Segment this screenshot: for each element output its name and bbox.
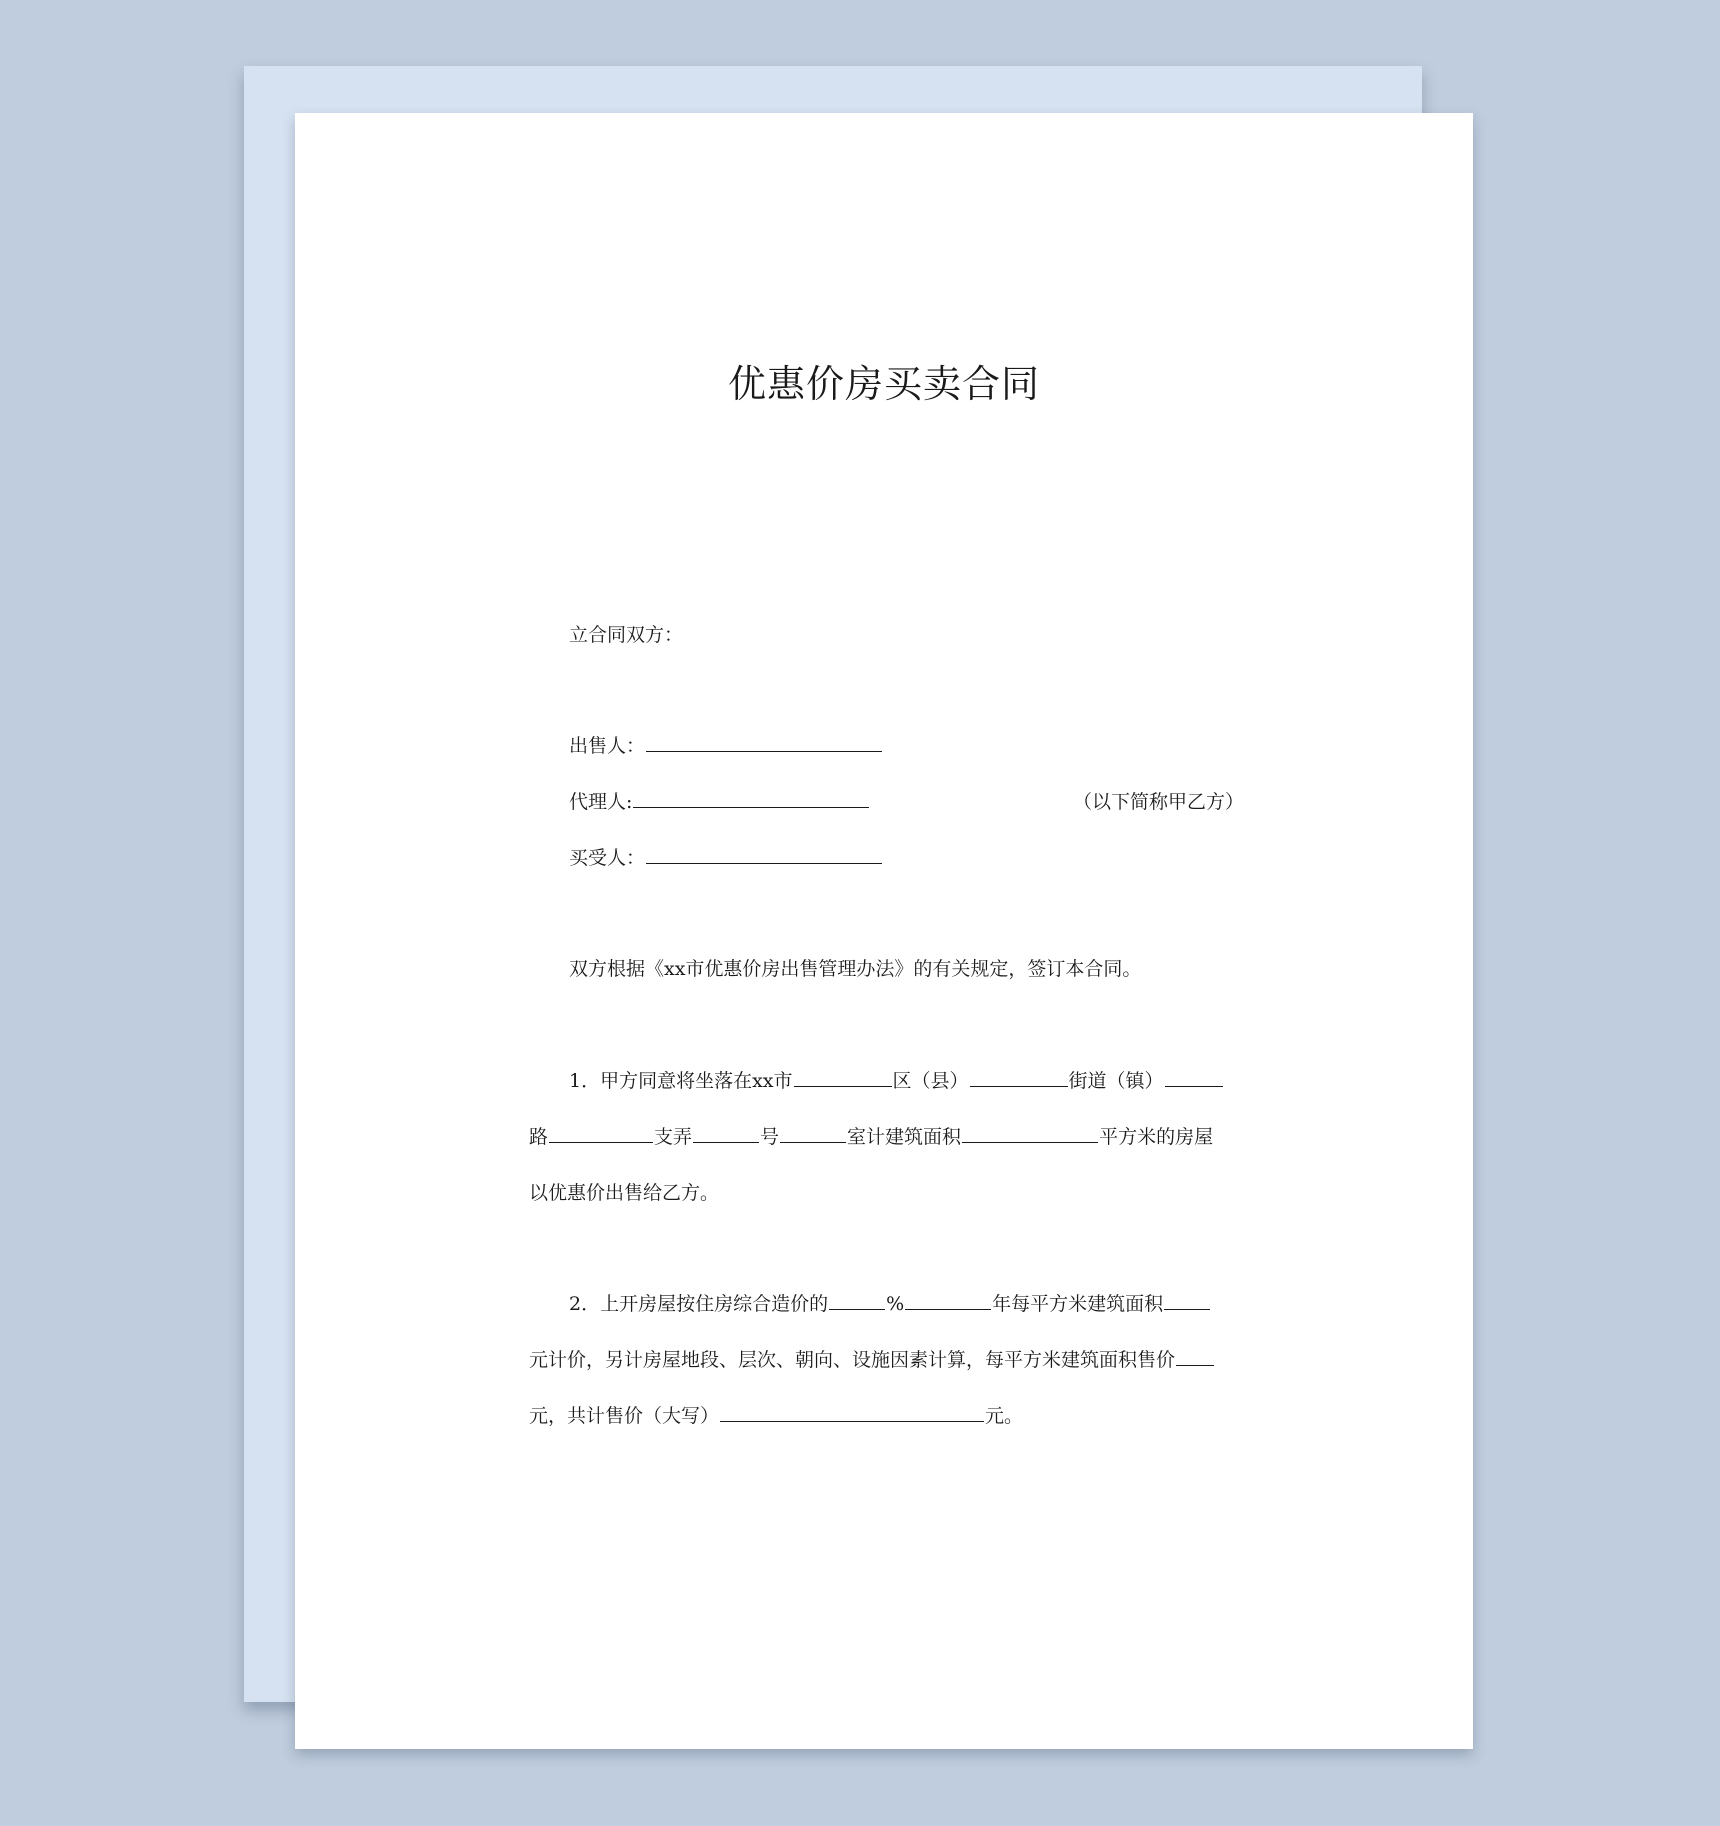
unit-price-blank [1164,1291,1210,1310]
area-blank [962,1124,1098,1143]
clause1-text: 号 [760,1126,780,1148]
seller-label: 出售人： [569,735,646,757]
buyer-row [569,845,883,871]
clause1-text: 1．甲方同意将坐落在xx市 [569,1070,793,1092]
clause2-text: % [886,1293,905,1315]
clause2-text: 元计价，另计房屋地段、层次、朝向、设施因素计算，每平方米建筑面积售价 [529,1349,1176,1371]
clause1-text: 室计建筑面积 [847,1126,962,1148]
clause2-text: 元，共计售价（大写） [529,1405,720,1427]
agent-label: 代理人: [569,791,633,813]
abbreviation-note: （以下简称甲乙方） [1073,791,1245,813]
number-blank [780,1124,846,1143]
road-blank [549,1124,653,1143]
buyer-label: 买受人： [569,847,646,869]
clause1-line1 [569,1068,1224,1094]
clause2-text: 年每平方米建筑面积 [992,1293,1164,1315]
clause2-line3 [529,1403,1023,1429]
clause2-text: 元。 [985,1405,1024,1427]
total-price-blank [720,1403,984,1422]
agent-row [569,789,870,815]
year-blank [905,1291,991,1310]
sale-price-blank [1176,1347,1214,1366]
agent-blank [633,789,869,808]
clause2-text: 2．上开房屋按住房综合造价的 [569,1293,829,1315]
document-title: 优惠价房买卖合同 [727,362,1040,406]
clause1-line2 [529,1124,1213,1150]
buyer-blank [646,845,882,864]
document-page [295,113,1473,1749]
clause1-text: 街道（镇） [1068,1070,1164,1092]
clause2-line2 [529,1347,1215,1373]
seller-row [569,733,883,759]
clause1-text: 区（县） [892,1070,969,1092]
street-blank [970,1068,1068,1087]
intro-paragraph: 双方根据《xx市优惠价房出售管理办法》的有关规定，签订本合同。 [569,958,1142,980]
district-blank [794,1068,892,1087]
clause2-line1 [569,1291,1211,1317]
road-blank-a [1165,1068,1223,1087]
seller-blank [646,733,882,752]
percent-blank [829,1291,885,1310]
lane-blank [693,1124,759,1143]
parties-heading: 立合同双方： [569,624,684,646]
clause1-text: 平方米的房屋 [1099,1126,1214,1148]
clause1-line3: 以优惠价出售给乙方。 [529,1182,720,1204]
clause1-text: 支弄 [654,1126,693,1148]
clause1-text: 路 [529,1126,549,1148]
